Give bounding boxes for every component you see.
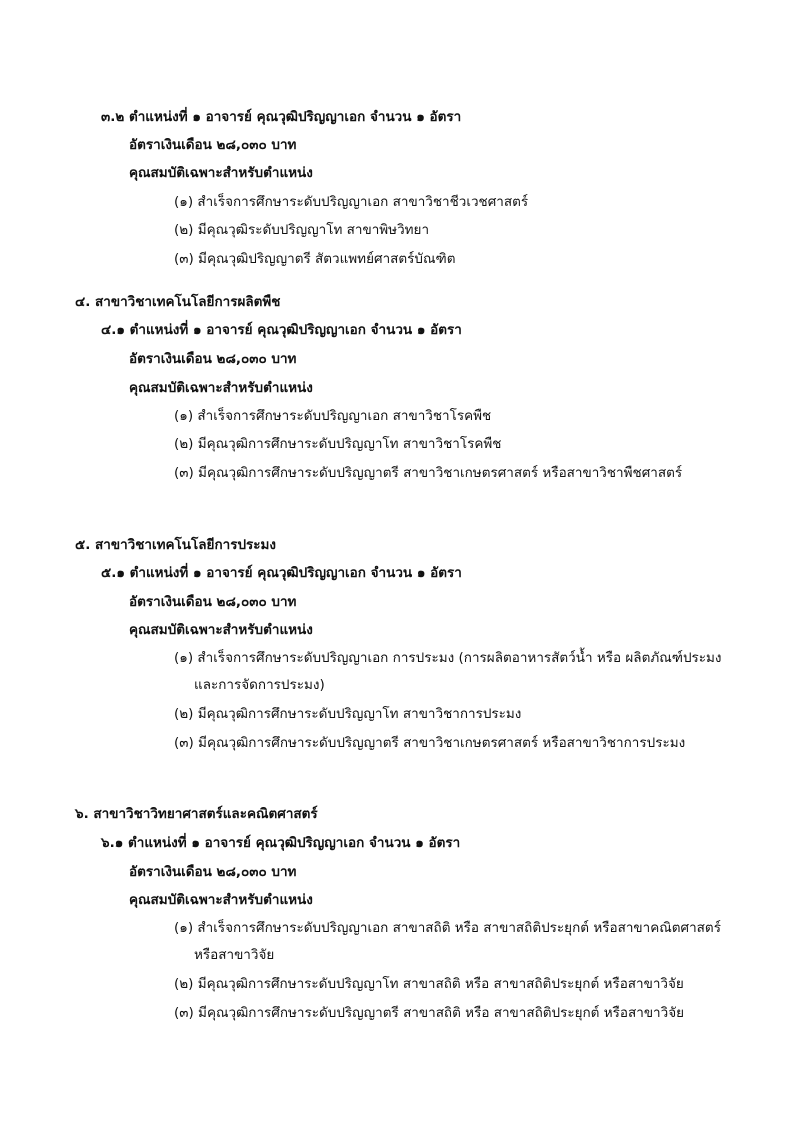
qualification-item: (๒) มีคุณวุฒิการศึกษาระดับปริญญาโท สาขาสถิติ หรือ สาขาสถิติประยุกต์ หรือสาขาวิจัย: [174, 976, 684, 992]
qualification-heading: คุณสมบัติเฉพาะสำหรับตำแหน่ง: [129, 892, 313, 908]
position-title: ๖.๑ ตำแหน่งที่ ๑ อาจารย์ คุณวุฒิปริญญาเอก จำนวน ๑ อัตรา: [101, 835, 461, 851]
position-title: ๕.๑ ตำแหน่งที่ ๑ อาจารย์ คุณวุฒิปริญญาเอก จำนวน ๑ อัตรา: [101, 565, 462, 581]
qualification-heading: คุณสมบัติเฉพาะสำหรับตำแหน่ง: [129, 380, 313, 396]
position-title: ๓.๒ ตำแหน่งที่ ๑ อาจารย์ คุณวุฒิปริญญาเอก จำนวน ๑ อัตรา: [101, 109, 462, 125]
qualification-item: (๑) สำเร็จการศึกษาระดับปริญญาเอก สาขาวิชาโรคพืช: [174, 408, 492, 424]
position-title: ๔.๑ ตำแหน่งที่ ๑ อาจารย์ คุณวุฒิปริญญาเอก จำนวน ๑ อัตรา: [101, 322, 462, 338]
qualification-item: (๓) มีคุณวุฒิการศึกษาระดับปริญญาตรี สาขาสถิติ หรือ สาขาสถิติประยุกต์ หรือสาขาวิจัย: [174, 1005, 685, 1021]
salary-line: อัตราเงินเดือน ๒๘,๐๓๐ บาท: [129, 351, 297, 367]
qualification-heading: คุณสมบัติเฉพาะสำหรับตำแหน่ง: [129, 622, 313, 638]
qualification-item-continued: และการจัดการประมง): [194, 677, 325, 693]
qualification-item: (๑) สำเร็จการศึกษาระดับปริญญาเอก การประมง (การผลิตอาหารสัตว์น้ำ หรือ ผลิตภัณฑ์ประมง: [174, 650, 722, 666]
section-heading: ๔. สาขาวิชาเทคโนโลยีการผลิตพืช: [75, 294, 281, 310]
qualification-item: (๑) สำเร็จการศึกษาระดับปริญญาเอก สาขาวิชาชีวเวชศาสตร์: [174, 194, 529, 210]
qualification-item: (๓) มีคุณวุฒิปริญญาตรี สัตวแพทย์ศาสตร์บัณฑิต: [174, 251, 456, 267]
qualification-heading: คุณสมบัติเฉพาะสำหรับตำแหน่ง: [129, 165, 313, 181]
qualification-item-continued: หรือสาขาวิจัย: [194, 947, 275, 963]
section-heading: ๕. สาขาวิชาเทคโนโลยีการประมง: [75, 537, 277, 553]
qualification-item: (๑) สำเร็จการศึกษาระดับปริญญาเอก สาขาสถิติ หรือ สาขาสถิติประยุกต์ หรือสาขาคณิตศาสตร์: [174, 920, 721, 936]
qualification-item: (๓) มีคุณวุฒิการศึกษาระดับปริญญาตรี สาขาวิชาเกษตรศาสตร์ หรือสาขาวิชาการประมง: [174, 735, 686, 751]
section-heading: ๖. สาขาวิชาวิทยาศาสตร์และคณิตศาสตร์: [75, 806, 318, 822]
qualification-item: (๒) มีคุณวุฒิระดับปริญญาโท สาขาพิษวิทยา: [174, 222, 430, 238]
qualification-item: (๒) มีคุณวุฒิการศึกษาระดับปริญญาโท สาขาวิชาการประมง: [174, 706, 522, 722]
salary-line: อัตราเงินเดือน ๒๘,๐๓๐ บาท: [129, 594, 297, 610]
salary-line: อัตราเงินเดือน ๒๘,๐๓๐ บาท: [129, 864, 297, 880]
qualification-item: (๒) มีคุณวุฒิการศึกษาระดับปริญญาโท สาขาวิชาโรคพืช: [174, 436, 502, 452]
salary-line: อัตราเงินเดือน ๒๘,๐๓๐ บาท: [129, 137, 297, 153]
qualification-item: (๓) มีคุณวุฒิการศึกษาระดับปริญญาตรี สาขาวิชาเกษตรศาสตร์ หรือสาขาวิชาพืชศาสตร์: [174, 465, 683, 481]
